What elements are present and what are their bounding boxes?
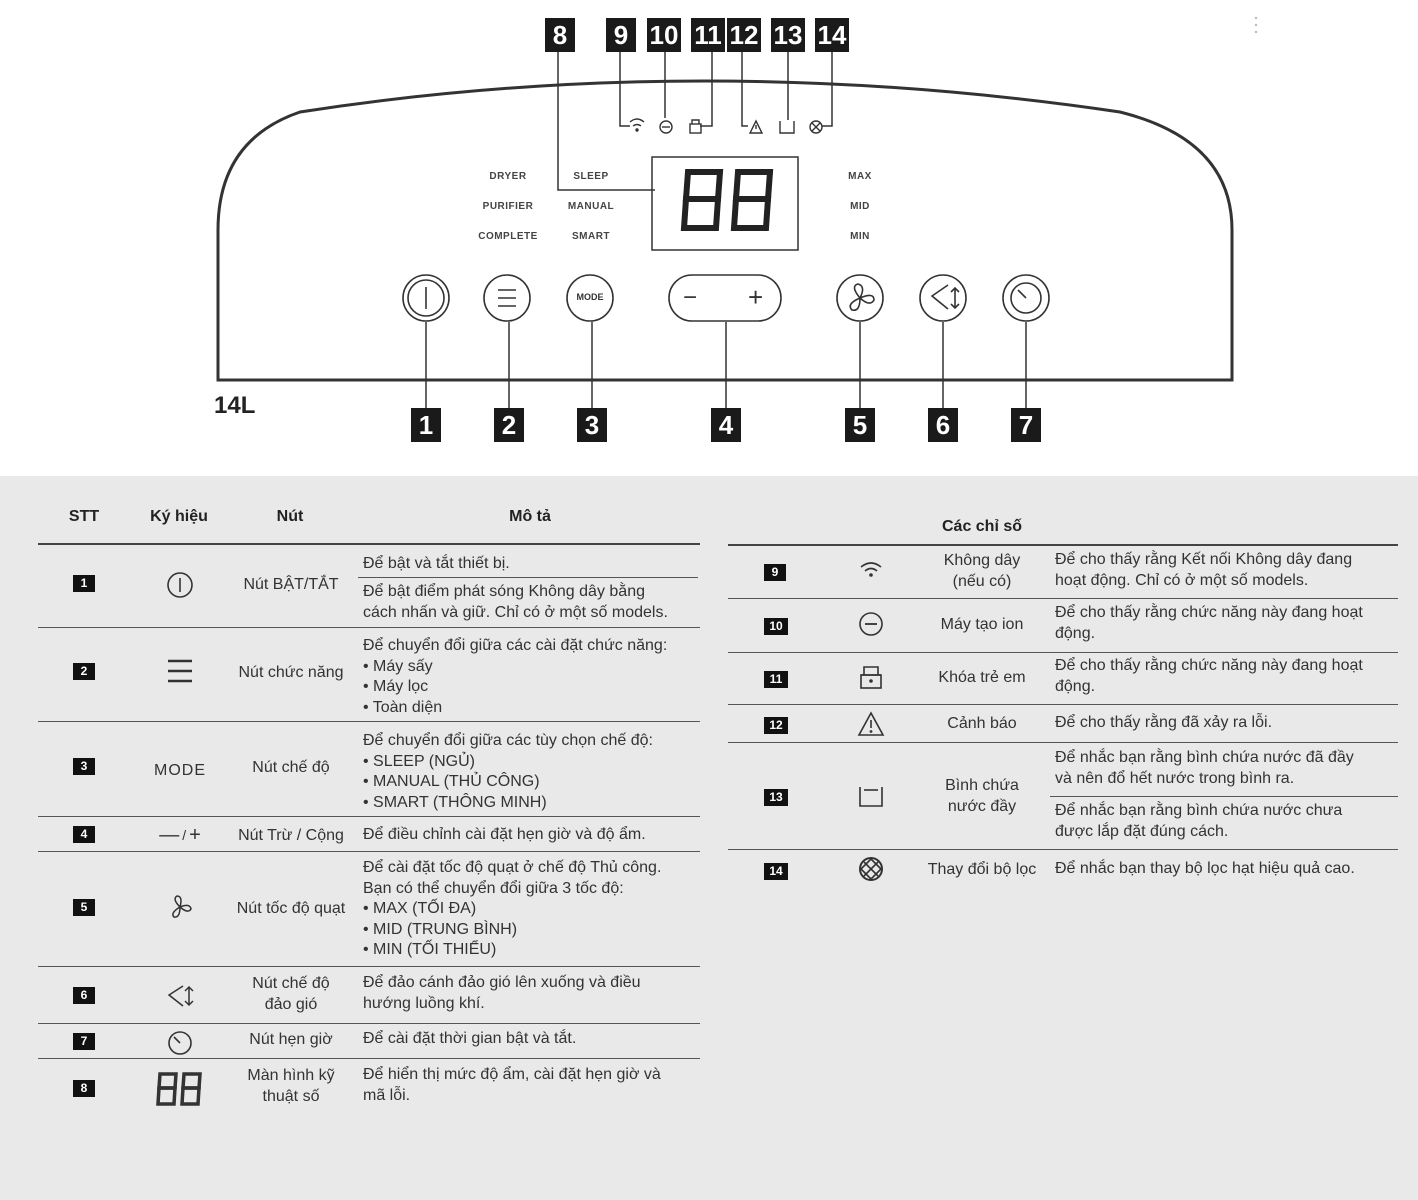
row-number-3: 3 <box>73 758 95 775</box>
button-name-6: Nút chế độ đảo gió <box>252 975 330 1013</box>
header-divider-left <box>38 543 700 545</box>
callout-8: 8 <box>545 18 575 52</box>
desc-4: Để điều chỉnh cài đặt hẹn giờ và độ ẩm. <box>363 826 646 843</box>
header-divider-right <box>728 544 1398 546</box>
desc-3: Để chuyển đổi giữa các tùy chọn chế độ: • SLEEP (NGỦ) • MANUAL (THỦ CÔNG) • SMART (THÔNG MINH) <box>363 732 653 811</box>
header-description: Mô tả <box>509 508 551 525</box>
power-symbol-icon <box>160 570 200 600</box>
indicator-name-11: Khóa trẻ em <box>938 669 1026 686</box>
menu-icon <box>160 656 200 686</box>
indicator-number-12: 12 <box>764 717 788 734</box>
row-divider-3 <box>38 816 700 817</box>
button-name-2: Nút chức năng <box>238 664 344 681</box>
header-stt: STT <box>68 508 100 525</box>
timer-icon <box>160 1028 200 1058</box>
row-divider-4 <box>38 851 700 852</box>
indicator-number-14: 14 <box>764 863 788 880</box>
display-symbol-text <box>150 1112 152 1114</box>
callout-4: 4 <box>711 408 741 442</box>
label-max: MAX <box>848 171 872 182</box>
filter-icon <box>856 855 886 883</box>
indicator-divider-9 <box>728 598 1398 599</box>
row-number-5: 5 <box>73 899 95 916</box>
model-label: 14L <box>214 392 256 419</box>
fan-icon <box>160 892 200 922</box>
subdivider-1 <box>358 577 698 578</box>
indicator-number-13: 13 <box>764 789 788 806</box>
callout-14: 14 <box>815 18 849 52</box>
indicator-divider-10 <box>728 652 1398 653</box>
indicator-name-10: Máy tạo ion <box>940 616 1024 633</box>
row-divider-6 <box>38 1023 700 1024</box>
mode-symbol-text: MODE <box>154 762 206 779</box>
indicator-subdivider-13 <box>1050 796 1398 797</box>
header-button: Nút <box>276 508 304 525</box>
label-smart: SMART <box>571 231 611 242</box>
wifi-icon <box>856 556 886 584</box>
callout-10: 10 <box>647 18 681 52</box>
button-name-1: Nút BẬT/TẮT <box>243 576 339 593</box>
label-complete: COMPLETE <box>478 231 538 242</box>
mode-button-text: MODE <box>576 292 604 302</box>
indicator-name-14: Thay đổi bộ lọc <box>927 861 1037 878</box>
label-sleep: SLEEP <box>573 171 609 182</box>
indicator-desc-13a: Để nhắc bạn rằng bình chứa nước đã đầy và nên đổ hết nước trong bình ra. <box>1055 749 1354 787</box>
button-name-4: Nút Trừ / Cộng <box>238 827 344 844</box>
header-symbol: Ký hiệu <box>150 508 208 525</box>
plus-sign: + <box>748 282 764 312</box>
indicator-name-13: Bình chứa nước đầy <box>945 777 1019 815</box>
label-purifier: PURIFIER <box>482 201 534 212</box>
callout-11: 11 <box>691 18 725 52</box>
desc-1a: Để bật và tắt thiết bị. <box>363 555 510 572</box>
digital-display-symbol <box>150 1069 208 1109</box>
control-panel-diagram <box>0 0 1418 476</box>
desc-5: Để cài đặt tốc độ quạt ở chế độ Thủ công. Bạn có thể chuyển đổi giữa 3 tốc độ: • MAX (TỐI ĐA) • MID (TRUNG BÌNH) • MIN (TỐI THIỂU) <box>363 859 662 958</box>
row-number-8: 8 <box>73 1080 95 1097</box>
desc-2: Để chuyển đổi giữa các cài đặt chức năng: • Máy sấy • Máy lọc • Toàn diện <box>363 637 668 716</box>
callout-2: 2 <box>494 408 524 442</box>
digital-display <box>652 157 798 250</box>
indicator-number-9: 9 <box>764 564 786 581</box>
panel-outline <box>0 0 1418 476</box>
desc-6: Để đảo cánh đảo gió lên xuống và điều hướng luồng khí. <box>363 974 641 1012</box>
row-number-6: 6 <box>73 987 95 1004</box>
filter-icon <box>810 121 822 133</box>
indicator-desc-14: Để nhắc bạn thay bộ lọc hạt hiệu quả cao. <box>1055 860 1355 877</box>
row-divider-2 <box>38 721 700 722</box>
callout-5: 5 <box>845 408 875 442</box>
bucket-icon <box>856 782 886 810</box>
label-min: MIN <box>850 231 870 242</box>
callout-3: 3 <box>577 408 607 442</box>
swing-icon <box>160 981 200 1011</box>
callout-12: 12 <box>727 18 761 52</box>
row-number-7: 7 <box>73 1033 95 1050</box>
row-number-1: 1 <box>73 575 95 592</box>
indicator-name-9: Không dây (nếu có) <box>943 552 1021 590</box>
row-number-4: 4 <box>73 826 95 843</box>
indicator-divider-12 <box>728 742 1398 743</box>
row-divider-1 <box>38 627 700 628</box>
display-value-text <box>700 255 701 256</box>
button-name-5: Nút tốc độ quạt <box>236 900 346 917</box>
display-digits <box>684 172 770 228</box>
indicator-desc-10: Để cho thấy rằng chức năng này đang hoạt động. <box>1055 604 1363 642</box>
wifi-icon <box>630 119 644 131</box>
timer-button-graphic <box>1003 275 1049 321</box>
desc-7: Để cài đặt thời gian bật và tắt. <box>363 1030 577 1047</box>
indicator-desc-11: Để cho thấy rằng chức năng này đang hoạt động. <box>1055 657 1363 695</box>
lock-icon <box>856 663 886 691</box>
ion-icon <box>660 121 672 133</box>
label-mid: MID <box>850 201 870 212</box>
warning-icon <box>750 121 762 133</box>
indicator-desc-9: Để cho thấy rằng Kết nối Không dây đang hoạt động. Chỉ có ở một số models. <box>1055 551 1353 589</box>
function-button-graphic <box>484 275 530 321</box>
desc-8: Để hiển thị mức độ ẩm, cài đặt hẹn giờ và mã lỗi. <box>363 1066 661 1104</box>
button-name-3: Nút chế độ <box>252 759 330 776</box>
label-manual: MANUAL <box>567 201 615 212</box>
indicator-desc-13b: Để nhắc bạn rằng bình chứa nước chưa được lắp đặt đúng cách. <box>1055 802 1343 840</box>
fan-button-graphic <box>837 275 883 321</box>
minus-sign: − <box>683 284 698 311</box>
warning-icon <box>856 710 886 738</box>
row-divider-7 <box>38 1058 700 1059</box>
lock-icon <box>690 120 701 133</box>
reference-tables <box>0 476 1418 1200</box>
ion-icon <box>856 610 886 638</box>
bucket-icon <box>780 121 794 133</box>
desc-1b: Để bật điểm phát sóng Không dây bằng cách nhấn và giữ. Chỉ có ở một số models. <box>363 583 668 621</box>
callout-1: 1 <box>411 408 441 442</box>
indicator-divider-11 <box>728 704 1398 705</box>
indicator-number-10: 10 <box>764 618 788 635</box>
indicator-divider-13 <box>728 849 1398 850</box>
callout-7: 7 <box>1011 408 1041 442</box>
button-name-7: Nút hẹn giờ <box>249 1031 333 1048</box>
button-name-8: Màn hình kỹ thuật số <box>247 1067 335 1105</box>
indicator-number-11: 11 <box>764 671 788 688</box>
power-button-graphic <box>403 275 449 321</box>
callout-6: 6 <box>928 408 958 442</box>
swing-button-graphic <box>920 275 966 321</box>
row-number-2: 2 <box>73 663 95 680</box>
callout-9: 9 <box>606 18 636 52</box>
callout-13: 13 <box>771 18 805 52</box>
label-dryer: DRYER <box>489 171 527 182</box>
indicator-name-12: Cảnh báo <box>947 715 1017 732</box>
row-divider-5 <box>38 966 700 967</box>
indicators-title: Các chỉ số <box>941 518 1023 535</box>
indicator-desc-12: Để cho thấy rằng đã xảy ra lỗi. <box>1055 714 1273 731</box>
minus-plus-symbol: — / + <box>159 823 201 846</box>
